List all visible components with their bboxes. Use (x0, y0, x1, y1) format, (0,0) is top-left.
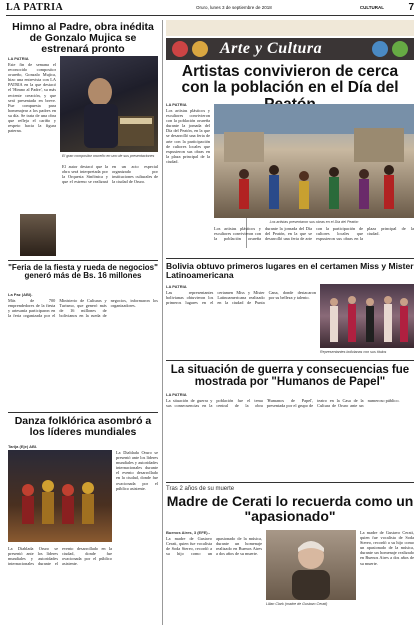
miss-body-text: Las representantes bolivianas obtuvieron los primeros lugares en el certamen Miss y Mister Latinoamericana realizado en la ciudad de Punta Cana, donde destacaron por su belleza y talento. (166, 290, 316, 306)
music-icon (372, 41, 388, 57)
composer-illustration (60, 56, 158, 152)
section-rule (166, 482, 414, 483)
danza-body-text: La Diablada Oruro se presentó ante los líderes mundiales y autoridades internacionales durante el evento desarrollado en la ciudad, donde fue ovacionada por el público asistente. (116, 450, 158, 491)
himno-body-1 (8, 62, 56, 212)
danza-headline: Danza folklórica asombró a los líderes mundiales (14, 415, 152, 439)
arte-cultura-banner (166, 38, 414, 60)
himno-photo (60, 56, 158, 152)
guerra-kicker: LA PATRIA (166, 392, 187, 397)
cerati-body-text: La madre de Gustavo Cerati, quien fue vocalista de Soda Stereo, recordó a su hijo como un apasionado de la música, durante un homenaje realizado en Buenos Aires a dos años de su muerte. (166, 536, 262, 557)
guerra-body-text: La situación de guerra y sus consecuencias en la población fue el tema central de la obra 'Humanos de Papel', presentada por el grupo de teatro en la Casa de la Cultura de Oruro ante un numeroso público. (166, 398, 400, 409)
himno-body-1-text: Este fin de semana el reconocido compositor orureño, Gonzalo Mujica, hizo una entrevista con LA PATRIA en la que destacó el 'Himno al Padre', su más reciente creación, y que será presentada en breve. Fue compuesta para homenajear a los padres en su día. Se trata de una obra que refleja el cariño y respeto hacia la figura paterna. (8, 62, 56, 134)
column-divider (162, 20, 163, 625)
miss-headline: Bolivia obtuvo primeros lugares en el certamen Miss y Mister Latinoamericana (166, 261, 414, 280)
crowd-illustration (214, 104, 414, 218)
peaton-body (166, 108, 210, 254)
himno-body-2 (62, 164, 158, 214)
section-label: CULTURAL (359, 5, 384, 10)
peaton-body-cont (214, 226, 414, 254)
section-rule (166, 258, 414, 259)
himno-caption: El gran compositor orureño en uno de sus presentaciones (62, 154, 155, 158)
section-rule (8, 260, 158, 261)
cerati-photo (266, 530, 356, 600)
feria-kicker: La Paz (ABI). (8, 292, 33, 297)
peaton-kicker: LA PATRIA (166, 102, 187, 107)
peaton-headline: Artistas convivieron de cerca con la población en el Día del (181, 63, 399, 97)
theater-icon (392, 41, 408, 57)
guerra-headline: La situación de guerra y consecuencias fue mostrada por "Humanos de Papel" (170, 364, 410, 389)
danza-kicker: Tarija (Eje) ABI. (8, 444, 38, 449)
cerati-kicker: Buenos Aires, 3 (EFE).- (166, 530, 211, 535)
miss-kicker: LA PATRIA (166, 284, 187, 289)
portrait-illustration (266, 530, 356, 600)
page-number: 7 (408, 2, 414, 13)
section-header-strip (166, 20, 414, 36)
cerati-body-cont-text: La madre de Gustavo Cerati, quien fue vocalista de Soda Stereo, recordó a su hijo como un apasionado de la música, durante un homenaje realizado en Buenos Aires a dos años de su muerte. (360, 530, 414, 566)
feria-headline: "Feria de la fiesta y rueda de negocios" generó más de Bs. 16 millones (8, 263, 158, 281)
contestants-illustration (320, 284, 414, 348)
mask-icon (172, 41, 188, 57)
peaton-body-cont-text: Los artistas plásticos y escultores convivieron con la población orureña durante la jornada del Día del Peatón, en la que se desarrolló una feria de arte con la participación de cultores locales que expusieron sus obras en la plaza principal de la ciudad. (214, 226, 414, 242)
cerati-headline: Madre de Cerati lo recuerda como un "apasionado" (166, 493, 414, 524)
himno-headline: Himno al Padre, obra inédita de Gonzalo Mujica se estrenará pronto (12, 21, 154, 56)
feria-body (8, 298, 158, 410)
himno-body-2-text: El autor destacó que la obra será interpretada por la Orquesta Sinfónica y que el estreno se realizará en un acto especial organizado por instituciones culturales de la ciudad de Oruro. (62, 164, 158, 185)
cerati-caption: Lilian Clark (madre de Gustavo Cerati) (266, 602, 328, 606)
danza-body (116, 450, 158, 626)
feria-body-text: Más de 700 emprendedores de la fiesta y artesanía participaron en la feria organizada por el Ministerio de Culturas y Turismo, que generó más de 16 millones de bolivianos en la rueda de negocios, informaron los organizadores. (8, 298, 158, 319)
himno-kicker: LA PATRIA (8, 56, 29, 61)
peaton-photo (214, 104, 414, 218)
newspaper-brand: LA PATRIA (6, 2, 64, 13)
danza-photo (8, 450, 112, 542)
danza-body-cont-text: La Diablada Oruro se presentó ante los líderes mundiales y autoridades internacionales durante el evento desarrollado en la ciudad, donde fue ovacionada por el público asistente. (8, 546, 112, 567)
dancers-illustration (8, 450, 112, 542)
himno-portrait-photo (20, 214, 56, 256)
cerati-body-cont (360, 530, 414, 626)
cerati-body (166, 536, 262, 626)
danza-body-cont (8, 546, 112, 626)
banner-title: Arte y Cultura (220, 40, 323, 57)
peaton-body-text: Los artistas plásticos y escultores convivieron con la población orureña durante la jornada del Día del Peatón, en la que se desarrolló una feria de arte con la participación de cultores locales que expusieron sus obras en la plaza principal de la ciudad. (166, 108, 210, 164)
peaton-caption: Los artistas presentaron sus obras en el Día del Peatón (269, 220, 359, 224)
section-rule (8, 412, 158, 413)
section-rule (166, 360, 414, 361)
dateline: Oruro, lunes 3 de septiembre de 2018 (196, 5, 272, 10)
miss-caption: Representantes bolivianas con sus títulos (320, 350, 387, 354)
masthead (6, 2, 414, 16)
guerra-body (166, 398, 414, 480)
miss-photo (320, 284, 414, 348)
miss-body (166, 290, 316, 358)
palette-icon (192, 41, 208, 57)
cerati-overline: Tras 2 años de su muerte (166, 486, 235, 492)
